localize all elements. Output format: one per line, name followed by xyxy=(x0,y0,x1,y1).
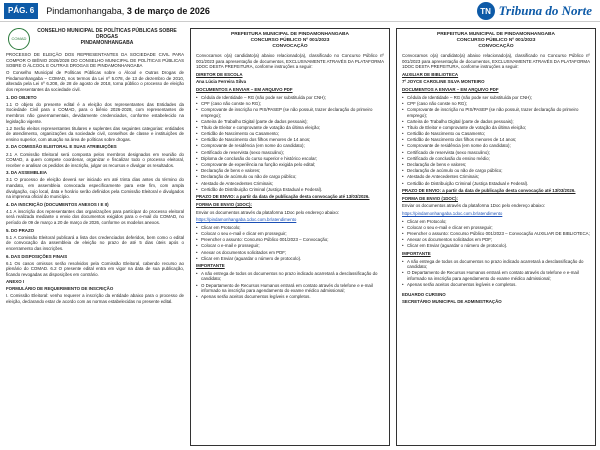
section-heading: 1. DO OBJETO xyxy=(6,94,37,100)
docs-heading: DOCUMENTOS A ENVIAR – EM ARQUIVO PDF xyxy=(196,86,293,92)
notice-title: PREFEITURA MUNICIPAL DE PINDAMONHANGABA xyxy=(437,32,555,37)
notice-subtitle: CONCURSO PÚBLICO Nº 001/2023 xyxy=(250,38,330,43)
list-item: • Cédula de Identidade – RG (não pode ser substituída por CNH); xyxy=(402,95,590,101)
notice-subtitle: CONCURSO PÚBLICO Nº 001/2023 xyxy=(456,38,536,43)
notice-kind: CONVOCAÇÃO xyxy=(272,44,308,49)
signature-role: SECRETÁRIO MUNICIPAL DE ADMINISTRAÇÃO xyxy=(402,299,502,305)
list-item: • CPF (caso não conste no RG); xyxy=(196,101,384,107)
list-item: • Declaração de bens e valores; xyxy=(402,162,590,168)
paragraph: 5.1 A Comissão Eleitoral publicará a lista dos credenciados deferidos, bem como o edital de convocação da assembleia de eleição no prazo de até 5 dias úteis após o encerramento das inscrições. xyxy=(6,234,184,251)
list-item: • A não entrega de todos os documentos no prazo indicado acarretará a desclassificação do candidato; xyxy=(196,271,384,282)
list-item: • Colocar o e-mail e prosseguir; xyxy=(196,243,384,249)
platform-link[interactable]: https://pindamonhangaba.1doc.com.br/atendimento xyxy=(196,217,297,223)
platform-link[interactable]: https://pindamonhangaba.1doc.com.br/atendimento xyxy=(402,210,503,216)
notice-title: PREFEITURA MUNICIPAL DE PINDAMONHANGABA xyxy=(231,32,349,37)
list-item: • Certidão de Nascimento ou Casamento; xyxy=(402,131,590,137)
comad-city: PINDAMONHANGABA xyxy=(80,40,134,46)
list-item: • Certificado de conclusão do ensino médio; xyxy=(402,156,590,162)
role-title: DIRETOR DE ESCOLA xyxy=(196,71,243,77)
list-item: • Certidão de Distribuição Criminal (Justiça Estadual e Federal). xyxy=(402,181,590,187)
list-item: • Preencher o assunto: Concurso Público 001/2023 – Convocação AUXILIAR DE BIBLIOTECA; xyxy=(402,231,590,237)
list-item: • Clicar em Enviar (aguardar o número de protocolo). xyxy=(402,243,590,249)
section-heading: 5. DO PRAZO xyxy=(6,227,35,233)
paragraph: 6.1 Os casos omissos serão resolvidos pela Comissão Eleitoral, cabendo recurso ao plenário do COMAD. 6.2 O presente edital entra em vigor na data de sua publicação, ficando revogadas as disposições em contrário. xyxy=(6,260,184,277)
brand-name: Tribuna do Norte xyxy=(498,3,592,18)
list-item: • Certidão de Distribuição Criminal (Justiça Estadual e Federal). xyxy=(196,187,384,193)
list-item: • O Departamento de Recursos Humanos entrará em contato através do telefone e e-mail informado na inscrição para agendamento do exame médico admissional; xyxy=(196,283,384,294)
role-title: AUXILIAR DE BIBLIOTECA xyxy=(402,71,459,77)
paragraph: Enviar os documentos através da plataforma 1Doc pelo endereço abaixo: xyxy=(196,209,340,215)
important-heading: IMPORTANTE xyxy=(196,263,225,269)
convocation-box-1 xyxy=(190,28,390,446)
list-item: • CPF (caso não conste no RG); xyxy=(402,101,590,107)
list-item: • Apenas serão aceitos documentos legíveis e completos. xyxy=(402,282,590,288)
list-item: • Preencher o assunto: Concurso Público 001/2023 – Convocação; xyxy=(196,237,384,243)
page-header xyxy=(0,0,600,22)
steps-list xyxy=(196,225,384,262)
section-heading: 4. DA INSCRIÇÃO (DOCUMENTOS ANEXOS I E II) xyxy=(6,201,109,207)
list-item: • Clicar em Protocolo; xyxy=(402,219,590,225)
list-item: • Anexar os documentos solicitados em PDF; xyxy=(402,237,590,243)
list-item: • Comprovante de inscrição no PIS/PASEP (se não possuir, trazer declaração do primeiro emprego); xyxy=(196,107,384,118)
comad-notice-column xyxy=(6,28,184,306)
section-heading: 2. DA COMISSÃO ELEITORAL E SUAS ATRIBUIÇÕES xyxy=(6,144,117,150)
steps-list xyxy=(402,219,590,249)
how-heading: FORMA DE ENVIO (1DOC): xyxy=(402,195,458,201)
docs-heading: DOCUMENTOS A ENVIAR – EM ARQUIVO PDF xyxy=(402,86,499,92)
dateline: Pindamonhangaba, 3 de março de 2026 xyxy=(46,5,210,16)
important-list xyxy=(196,271,384,300)
annex-title: FORMULÁRIO DE REQUERIMENTO DE INSCRIÇÃO xyxy=(6,285,114,291)
deadline: PRAZO DE ENVIO: a partir da data de publicação desta convocação até 13/03/2026. xyxy=(402,188,576,194)
important-list xyxy=(402,259,590,288)
list-item: • Comprovante de inscrição no PIS/PASEP (se não possuir, trazer declaração do primeiro emprego); xyxy=(402,107,590,118)
how-heading: FORMA DE ENVIO (1DOC): xyxy=(196,201,252,207)
page-number-badge: PÁG. 6 xyxy=(4,3,38,19)
list-item: • Declaração de acúmulo ou não de cargo público; xyxy=(196,174,384,180)
list-item: • Carteira de Trabalho Digital (parte de dados pessoais); xyxy=(402,119,590,125)
list-item: • Certidão de Nascimento dos filhos menores de 14 anos; xyxy=(196,137,384,143)
list-item: • Carteira de Trabalho Digital (parte de dados pessoais); xyxy=(196,119,384,125)
list-item: • Certificado de reservista (sexo masculino); xyxy=(196,150,384,156)
list-item: • Declaração de bens e valores; xyxy=(196,168,384,174)
notice-kind: CONVOCAÇÃO xyxy=(478,44,514,49)
list-item: • Diploma de conclusão do curso superior e histórico escolar; xyxy=(196,156,384,162)
list-item: • Colocar o seu e-mail e clicar em prosseguir; xyxy=(402,225,590,231)
annex-label: ANEXO I xyxy=(6,278,25,284)
list-item: • Certificado de reservista (sexo masculino); xyxy=(402,150,590,156)
comad-intro: PROCESSO DE ELEIÇÃO DOS REPRESENTANTES DA SOCIEDADE CIVIL PARA COMPOR O BIÊNIO 2026/2028 DO CONSELHO MUNICIPAL DE POLÍTICAS PÚBLICAS SOBRE O ÁLCOOL E OUTRAS DROGAS DE PINDAMONHANGABA xyxy=(6,52,184,69)
paragraph: I. Comissão Eleitoral: venho requerer a inscrição da entidade abaixo para o processo de eleição, declarando estar de acordo com as normas estabelecidas no presente edital. xyxy=(6,293,184,304)
docs-list xyxy=(402,95,590,187)
candidate-name: 7º JOYCE CAROLINE SILVA MONTEIRO xyxy=(402,79,485,85)
list-item: • Declaração de acúmulo ou não de cargo público; xyxy=(402,168,590,174)
paragraph: Enviar os documentos através da plataforma 1Doc pelo endereço abaixo: xyxy=(402,203,546,209)
list-item: • Título de Eleitor e comprovante de votação da última eleição; xyxy=(402,125,590,131)
list-item: • Certidão de Nascimento dos filhos menores de 14 anos; xyxy=(402,137,590,143)
list-item: • Clicar em Enviar (aguardar o número de protocolo). xyxy=(196,256,384,262)
list-item: • A não entrega de todos os documentos no prazo indicado acarretará a desclassificação do candidato; xyxy=(402,259,590,270)
list-item: • Colocar o seu e-mail e clicar em prosseguir; xyxy=(196,231,384,237)
list-item: • Cédula de Identidade – RG (não pode ser substituída por CNH); xyxy=(196,95,384,101)
list-item: • O Departamento de Recursos Humanos entrará em contato através do telefone e e-mail informado na inscrição para agendamento do exame médico admissional; xyxy=(402,270,590,281)
list-item: • Certidão de Nascimento ou Casamento; xyxy=(196,131,384,137)
deadline: PRAZO DE ENVIO: a partir da data de publicação desta convocação até 13/03/2026. xyxy=(196,194,370,200)
signature-name: EDUARDO CURSINO xyxy=(402,291,446,297)
important-heading: IMPORTANTE xyxy=(402,250,431,256)
newspaper-brand[interactable] xyxy=(477,2,592,20)
comad-seal-icon: COMAD xyxy=(8,28,30,50)
list-item: • Clicar em Protocolo; xyxy=(196,225,384,231)
paragraph: O Conselho Municipal de Políticas Públicas sobre o Álcool e Outras Drogas de Pindamonhangaba – COMAD, nos termos da Lei nº 5.078, de 13 de dezembro de 2010, alterada pela Lei nº 6.208, de 28 de agosto de 2018, torna público o processo de eleição dos representantes da sociedade civil. xyxy=(6,70,184,93)
paragraph: 2.1 A Comissão Eleitoral será composta pelos membros designados em reunião do COMAD, a quem compete coordenar, organizar e fiscalizar todo o processo eleitoral, receber e analisar os pedidos de inscrição, julgar os recursos e divulgar os resultados. xyxy=(6,151,184,168)
list-item: • Comprovante de residência (em nome do candidato); xyxy=(402,143,590,149)
comad-title: CONSELHO MUNICIPAL DE POLÍTICAS PÚBLICAS SOBRE DROGAS xyxy=(37,28,177,40)
paragraph: 4.1 A inscrição dos representantes das organizações para participar do processo eleitoral será realizada mediante o envio dos documentos exigidos para o e-mail do COMAD, no período de 09 de março a 20 de março de 2026, conforme os modelos anexos. xyxy=(6,208,184,226)
paragraph: 1.1 O objeto do presente edital é a eleição dos representantes das Entidades da Sociedade Civil para o COMAD, para o biênio 2026-2028, com representantes de membros não governamentais, devidamente credenciados, conforme estabelecido na legislação vigente. xyxy=(6,101,184,124)
paragraph: 3.1 O processo de eleição deverá ser iniciado em até trinta dias antes do término do mandato, em assembleia convocada especificamente para este fim, com ampla divulgação, cujo local, data e horário serão definidos pela Comissão Eleitoral e divulgados na imprensa oficial do município. xyxy=(6,177,184,200)
paragraph: 1.2 Serão eleitos representantes titulares e suplentes das seguintes categorias: entidades de atendimento, organizações da sociedade civil, conselhos de classe e instituições de ensino superior, com atuação na área de políticas sobre drogas. xyxy=(6,125,184,142)
docs-list xyxy=(196,95,384,193)
candidate-name: Ana Lúcia Ferreira Silva xyxy=(196,79,247,85)
section-heading: 6. DAS DISPOSIÇÕES FINAIS xyxy=(6,253,68,259)
section-heading: 3. DA ASSEMBLEIA xyxy=(6,170,47,176)
brand-logo-icon: TN xyxy=(477,2,495,20)
convocation-box-2 xyxy=(396,28,596,446)
list-item: • Apenas serão aceitos documentos legíveis e completos. xyxy=(196,294,384,300)
list-item: • Título de Eleitor e comprovante de votação da última eleição; xyxy=(196,125,384,131)
paragraph: Convocamos o(a) candidato(a) abaixo relacionado(a), classificado no Concurso Público nº 001/2023 para apresentação de documentos, EXCLUSIVAMENTE ATRAVÉS DA PLATAFORMA 1DOC DESTA PREFEITURA, conforme instruções a seguir: xyxy=(402,53,590,70)
list-item: • Comprovante de residência (em nome do candidato); xyxy=(196,143,384,149)
list-item: • Atestado de Antecedentes Criminais; xyxy=(196,181,384,187)
paragraph: Convocamos o(a) candidato(a) abaixo relacionado(a), classificado no Concurso Público nº 001/2023 para apresentação de documentos, EXCLUSIVAMENTE ATRAVÉS DA PLATAFORMA 1DOC DESTA PREFEITURA, conforme instruções a seguir: xyxy=(196,53,384,70)
list-item: • Comprovante de experiência na função exigida pelo edital; xyxy=(196,162,384,168)
list-item: • Atestado de Antecedentes Criminais; xyxy=(402,174,590,180)
list-item: • Anexar os documentos solicitados em PDF; xyxy=(196,250,384,256)
